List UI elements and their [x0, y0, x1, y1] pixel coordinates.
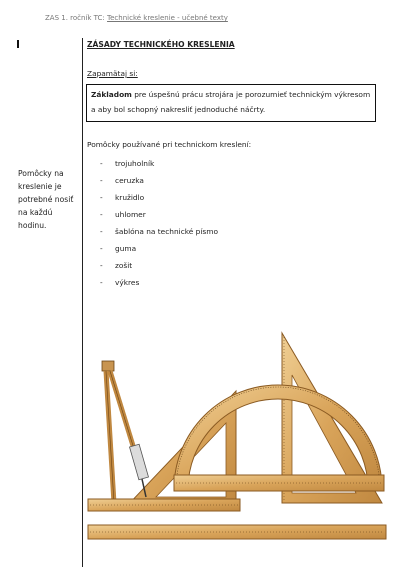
compass	[102, 361, 148, 503]
list-item: - uhlomer	[87, 206, 387, 223]
drawing-tools-image	[86, 325, 388, 547]
key-point-box	[86, 84, 376, 122]
list-item: - ceruzka	[87, 172, 387, 189]
tools-list	[87, 155, 387, 291]
list-item: - výkres	[87, 274, 387, 291]
list-item: - zošit	[87, 257, 387, 274]
list-item: - trojuholník	[87, 155, 387, 172]
ruler	[88, 499, 386, 539]
key-point-text: pre úspešnú prácu strojára je porozumieť technickým výkresom a aby bol schopný nakresliť jednoduché náčrty.	[91, 90, 371, 114]
remember-label: Zapamätaj si:	[87, 69, 138, 78]
side-note: Pomôcky na kreslenie je potrebné nosiť na každú hodinu.	[18, 169, 74, 230]
text-cursor	[17, 40, 19, 48]
main-content	[87, 40, 387, 291]
key-point-bold: Základom	[91, 90, 132, 99]
tools-heading: Pomôcky používané pri technickom kreslení:	[87, 140, 252, 149]
page-title: ZÁSADY TECHNICKÉHO KRESLENIA	[87, 40, 235, 49]
list-item: - kružidlo	[87, 189, 387, 206]
header-prefix: ZAS 1. ročník TC:	[45, 14, 105, 22]
margin-divider	[82, 38, 83, 567]
page-header	[45, 14, 228, 22]
list-item: - guma	[87, 240, 387, 257]
list-item: - šablóna na technické písmo	[87, 223, 387, 240]
course-link[interactable]: Technické kreslenie - učebné texty	[107, 14, 228, 22]
